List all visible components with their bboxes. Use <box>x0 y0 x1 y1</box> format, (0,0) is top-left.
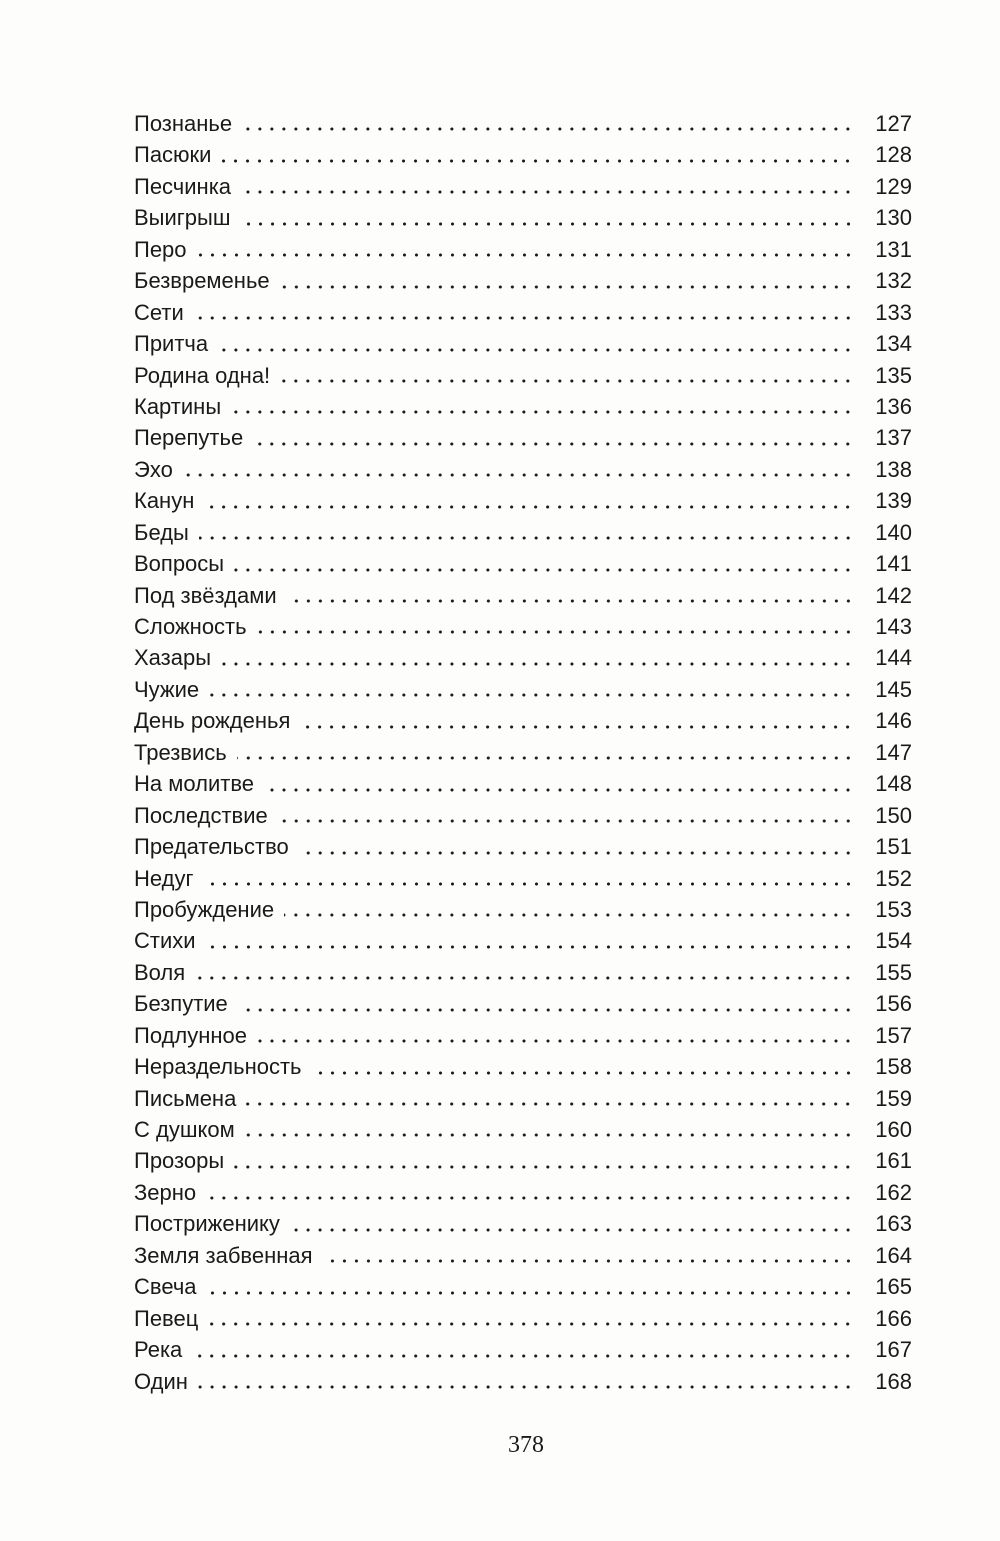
toc-entry-page: 142 <box>875 582 912 608</box>
dot-leader <box>183 473 854 477</box>
dot-leader <box>264 788 854 792</box>
toc-entry-page: 160 <box>875 1117 912 1142</box>
dot-leader <box>195 976 854 980</box>
toc-entry-page: 137 <box>875 425 912 451</box>
toc-entry-page: 127 <box>875 111 912 136</box>
toc-entry-title: Недуг <box>134 865 194 891</box>
toc-entry-title: С душком <box>134 1117 235 1142</box>
toc-entry-page: 130 <box>875 205 912 231</box>
toc-entry <box>134 485 912 516</box>
toc-entry-title: Зерно <box>134 1179 197 1205</box>
toc-entry-title: Познанье <box>134 111 233 136</box>
toc-entry <box>134 328 912 359</box>
dot-leader <box>242 127 854 131</box>
toc-entry-title: Картины <box>134 393 222 419</box>
toc-entry-page: 132 <box>875 268 912 294</box>
toc-entry-title: Безвременье <box>134 268 270 294</box>
toc-entry <box>134 391 912 422</box>
dot-leader <box>245 1133 854 1137</box>
toc-entry-title: Чужие <box>134 676 200 702</box>
dot-leader <box>237 756 854 760</box>
toc-entry <box>134 108 912 139</box>
toc-entry-page: 136 <box>875 393 912 419</box>
toc-entry <box>134 674 912 705</box>
toc-entry <box>134 1334 912 1365</box>
toc-entry <box>134 1366 912 1397</box>
toc-entry <box>134 768 912 799</box>
toc-entry-page: 146 <box>875 708 912 734</box>
dot-leader <box>246 1102 854 1106</box>
toc-entry-title: Прозоры <box>134 1148 225 1174</box>
toc-entry-title: Подлунное <box>134 1022 248 1048</box>
toc-entry-title: Хазары <box>134 645 212 671</box>
toc-entry-title: Под звёздами <box>134 582 277 608</box>
dot-leader <box>278 819 854 823</box>
toc-entry-page: 147 <box>875 739 912 765</box>
toc-entry <box>134 580 912 611</box>
dot-leader <box>280 379 854 383</box>
toc-entry-title: Родина одна! <box>134 362 271 388</box>
dot-leader <box>234 1165 854 1169</box>
toc-entry-title: Земля забвенная <box>134 1242 313 1268</box>
toc-entry-title: Притча <box>134 331 209 357</box>
dot-leader <box>323 1259 854 1263</box>
dot-leader <box>207 1291 854 1295</box>
toc-entry <box>134 800 912 831</box>
toc-entry-page: 135 <box>875 362 912 388</box>
toc-entry <box>134 422 912 453</box>
toc-entry <box>134 988 912 1019</box>
dot-leader <box>206 1196 854 1200</box>
toc-entry-title: Нераздельность <box>134 1054 302 1080</box>
toc-entry <box>134 642 912 673</box>
toc-entry <box>134 234 912 265</box>
dot-leader <box>197 253 854 257</box>
toc-entry-title: Один <box>134 1368 188 1394</box>
toc-entry-title: Воля <box>134 959 186 985</box>
dot-leader <box>287 599 854 603</box>
toc-entry <box>134 517 912 548</box>
dot-leader <box>192 1354 854 1358</box>
toc-entry-page: 148 <box>875 771 912 797</box>
toc-entry-page: 128 <box>875 142 912 168</box>
toc-entry-title: Эхо <box>134 456 173 482</box>
toc-entry-page: 143 <box>875 614 912 639</box>
dot-leader <box>234 568 854 572</box>
toc-entry <box>134 894 912 925</box>
toc-entry-page: 138 <box>875 456 912 482</box>
dot-leader <box>290 1228 854 1232</box>
toc-entry-title: Канун <box>134 488 195 514</box>
toc-entry <box>134 1145 912 1176</box>
toc-entry <box>134 925 912 956</box>
toc-entry <box>134 737 912 768</box>
dot-leader <box>238 1008 854 1012</box>
toc-entry-page: 141 <box>875 551 912 577</box>
toc-entry-title: На молитве <box>134 771 254 797</box>
dot-leader <box>299 851 854 855</box>
toc-entry <box>134 1083 912 1114</box>
toc-entry <box>134 265 912 296</box>
dot-leader <box>257 630 854 634</box>
toc-entry <box>134 831 912 862</box>
dot-leader <box>208 1322 854 1326</box>
dot-leader <box>231 410 854 414</box>
toc-entry-page: 155 <box>875 959 912 985</box>
toc-entry <box>134 1114 912 1145</box>
toc-entry <box>134 454 912 485</box>
page-number: 378 <box>508 1432 544 1458</box>
toc-entry <box>134 705 912 736</box>
toc-entry-page: 139 <box>875 488 912 514</box>
toc-entry-title: Выигрыш <box>134 205 231 231</box>
toc-entry-page: 133 <box>875 299 912 325</box>
toc-entry-page: 140 <box>875 519 912 545</box>
toc-entry-page: 150 <box>875 802 912 828</box>
dot-leader <box>241 190 854 194</box>
dot-leader <box>194 316 854 320</box>
toc-entry <box>134 171 912 202</box>
toc-entry-page: 167 <box>875 1337 912 1363</box>
dot-leader <box>241 222 855 226</box>
dot-leader <box>206 945 854 949</box>
toc-entry-page: 166 <box>875 1305 912 1331</box>
toc-entry-title: Песчинка <box>134 173 232 199</box>
toc-entry-page: 145 <box>875 676 912 702</box>
toc-entry-title: Трезвись <box>134 739 227 765</box>
dot-leader <box>253 442 854 446</box>
toc-entry-page: 163 <box>875 1211 912 1237</box>
dot-leader <box>199 536 854 540</box>
dot-leader <box>221 662 854 666</box>
toc-entry-page: 153 <box>875 896 912 922</box>
toc-entry <box>134 139 912 170</box>
toc-entry-title: Перо <box>134 236 187 262</box>
toc-entry-page: 168 <box>875 1368 912 1394</box>
dot-leader <box>300 725 854 729</box>
dot-leader <box>209 693 854 697</box>
dot-leader <box>221 159 854 163</box>
toc-entry <box>134 863 912 894</box>
dot-leader <box>284 913 854 917</box>
toc-entry-title: Свеча <box>134 1274 197 1300</box>
toc-entry-page: 161 <box>875 1148 912 1174</box>
toc-entry-title: Сложность <box>134 614 247 639</box>
toc-entry-title: Последствие <box>134 802 268 828</box>
dot-leader <box>204 882 854 886</box>
toc-entry-page: 129 <box>875 173 912 199</box>
dot-leader <box>280 285 854 289</box>
toc-entry <box>134 1020 912 1051</box>
toc-entry-title: Пробуждение <box>134 896 275 922</box>
toc-entry-page: 152 <box>875 865 912 891</box>
toc-entry-page: 158 <box>875 1054 912 1080</box>
toc-entry <box>134 957 912 988</box>
toc-entry-title: Сети <box>134 299 184 325</box>
toc-entry <box>134 1208 912 1239</box>
dot-leader <box>312 1071 854 1075</box>
toc-entry-title: Перепутье <box>134 425 244 451</box>
dot-leader <box>198 1385 854 1389</box>
toc-entry-title: Певец <box>134 1305 199 1331</box>
toc-entry <box>134 1240 912 1271</box>
toc-entry-page: 157 <box>875 1022 912 1048</box>
dot-leader <box>257 1039 854 1043</box>
toc-entry-title: Вопросы <box>134 551 225 577</box>
toc-entry-page: 156 <box>875 991 912 1017</box>
toc-entry-title: Беды <box>134 519 189 545</box>
toc-entry-page: 165 <box>875 1274 912 1300</box>
toc-entry <box>134 611 912 642</box>
toc-entry-page: 154 <box>875 928 912 954</box>
toc-entry-title: Стихи <box>134 928 196 954</box>
toc-entry <box>134 1177 912 1208</box>
toc-entry-page: 131 <box>875 236 912 262</box>
toc-entry-page: 144 <box>875 645 912 671</box>
toc-entry <box>134 1051 912 1082</box>
toc-entry-title: День рожденья <box>134 708 291 734</box>
toc-entry <box>134 1271 912 1302</box>
toc-entry <box>134 297 912 328</box>
toc-entry-page: 162 <box>875 1179 912 1205</box>
toc-entry-page: 151 <box>875 834 912 860</box>
toc-entry <box>134 360 912 391</box>
toc-entry-title: Письмена <box>134 1085 237 1111</box>
dot-leader <box>204 505 854 509</box>
table-of-contents <box>134 108 912 1397</box>
toc-entry <box>134 1303 912 1334</box>
toc-entry <box>134 202 912 233</box>
toc-entry <box>134 548 912 579</box>
toc-entry-title: Река <box>134 1337 183 1363</box>
toc-entry-page: 134 <box>875 331 912 357</box>
toc-entry-page: 164 <box>875 1242 912 1268</box>
toc-entry-title: Предательство <box>134 834 289 860</box>
toc-entry-title: Безпутие <box>134 991 228 1017</box>
toc-entry-page: 159 <box>875 1085 912 1111</box>
dot-leader <box>218 348 854 352</box>
toc-entry-title: Пасюки <box>134 142 212 168</box>
toc-entry-title: Постриженику <box>134 1211 280 1237</box>
